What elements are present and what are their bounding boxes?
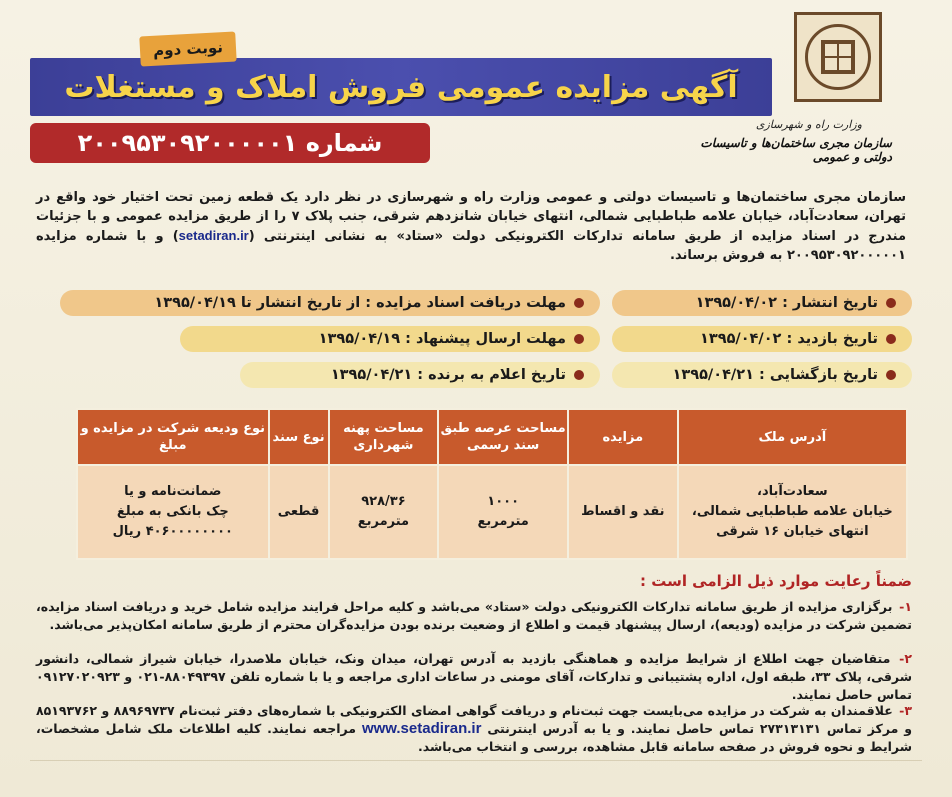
bullet-icon — [574, 370, 584, 380]
address-line: خیابان علامه طباطبایی شمالی، — [691, 504, 893, 519]
col-zone-area: مساحت پهنه شهرداری — [329, 409, 439, 465]
note-number: ۱- — [899, 599, 912, 614]
zone-unit: مترمربع — [357, 514, 410, 529]
note-text-end: مراجعه نمایند. کلیه اطلاعات ملک شامل مشخصات، شرایط و نحوه فروش در صفحه سامانه قابل مشاهده، بررسی و انتخاب می‌باشد. — [36, 721, 912, 754]
intro-org: سازمان مجری ساختمان‌ها و تاسیسات دولتی و عمومی وزارت راه و شهرسازی — [387, 190, 906, 205]
page-title: آگهی مزایده عمومی فروش املاک و مستغلات — [64, 69, 738, 105]
divider — [30, 760, 922, 761]
date-winner — [240, 362, 600, 388]
date-publish-text: تاریخ انتشار : ۱۳۹۵/۰۴/۰۲ — [695, 295, 878, 311]
bullet-icon — [886, 370, 896, 380]
note-text: برگزاری مزایده از طریق سامانه تدارکات الکترونیکی دولت «ستاد» می‌باشد و کلیه مراحل فرایند مزایده شامل خرید و دریافت اسناد مزایده، تضمین شرکت در مزایده (ودیعه)، ارسال پیشنهاد قیمت و اطلاع از وضعیت برنده بودن مزایده‌گران محترم از طریق سامانه امکان‌پذیر می‌باشد. — [36, 599, 912, 632]
zone-value: ۹۲۸/۳۶ — [361, 494, 406, 509]
ministry-logo — [794, 12, 882, 102]
bullet-icon — [886, 334, 896, 344]
cell-zone-area — [329, 465, 439, 559]
bullet-icon — [886, 298, 896, 308]
property-table — [76, 408, 908, 560]
intro-end: ) و با شماره مزایده ۲۰۰۹۵۳۰۹۲۰۰۰۰۰۱ به فروش برساند. — [36, 229, 906, 263]
note-1 — [36, 598, 912, 634]
organization-name: سازمان مجری ساختمان‌ها و تاسیسات دولتی و عمومی — [700, 136, 892, 164]
date-visit-text: تاریخ بازدید : ۱۳۹۵/۰۴/۰۲ — [700, 331, 878, 347]
deposit-amount: ۴۰۶۰۰۰۰۰۰۰۰ ریال — [112, 524, 233, 539]
deposit-line: ضمانت‌نامه و یا — [124, 484, 222, 499]
cell-area — [438, 465, 568, 559]
deposit-line: چک بانکی به مبلغ — [116, 504, 229, 519]
cell-deed: قطعی — [269, 465, 329, 559]
date-publish — [612, 290, 912, 316]
note-3 — [36, 702, 912, 756]
note-text: علاقمندان به شرکت در مزایده می‌بایست جهت ثبت‌نام و دریافت گواهی امضای الکترونیکی با شماره‌های دفتر ثبت‌نام ۸۸۹۶۹۷۳۷ و ۸۵۱۹۳۷۶۲ و مرکز تماس ۲۷۳۱۳۱۳۱ تماس حاصل نمایند. و یا به آدرس اینترنتی — [36, 703, 912, 736]
col-auction: مزایده — [568, 409, 678, 465]
area-value: ۱۰۰۰ — [487, 494, 520, 509]
date-opening-text: تاریخ بازگشایی : ۱۳۹۵/۰۴/۲۱ — [672, 367, 878, 383]
date-opening — [612, 362, 912, 388]
table-header-row — [77, 409, 907, 465]
intro-body: در نظر دارد یک قطعه زمین تحت اختیار خود واقع در تهران، سعادت‌آباد، خیابان علامه طباطبایی شمالی، انتهای خیابان شانزدهم شرقی، جنب پلاک ۷ را از طریق مزایده عمومی و با جزئیات مندرج در اسناد مزایده از طریق سامانه تدارکات الکترونیکی دولت «ستاد» به نشانی اینترنتی ( — [36, 190, 906, 244]
date-receive — [60, 290, 600, 316]
table-row — [77, 465, 907, 559]
note-number: ۳- — [899, 703, 912, 718]
bullet-icon — [574, 334, 584, 344]
logo-circle — [805, 24, 871, 90]
logo-grid-icon — [821, 40, 855, 74]
date-receive-text: مهلت دریافت اسناد مزایده : از تاریخ انتشار تا ۱۳۹۵/۰۴/۱۹ — [154, 295, 566, 311]
address-line: سعادت‌آباد، — [757, 484, 828, 499]
area-unit: مترمربع — [477, 514, 529, 529]
note-2 — [36, 650, 912, 704]
cell-address — [678, 465, 907, 559]
ministry-name: وزارت راه و شهرسازی — [755, 118, 862, 131]
col-area: مساحت عرصه طبق سند رسمی — [438, 409, 568, 465]
intro-paragraph — [36, 188, 906, 265]
note-text: متقاضیان جهت اطلاع از شرایط مزایده و هماهنگی بازدید به آدرس تهران، میدان ونک، خیابان ملاصدرا، خیابان شیراز شمالی، دانشور شرقی، پلاک ۳۳، طبقه اول، اداره پشتیبانی و تدارکات، آقای مومنی در ساعات اداری مراجعه و یا با شماره تلفن ۸۸۰۴۹۳۹۷-۰۲۱ و ۰۹۱۲۷۰۲۰۹۲۳ تماس حاصل نمایند. — [36, 651, 912, 702]
date-winner-text: تاریخ اعلام به برنده : ۱۳۹۵/۰۴/۲۱ — [330, 367, 566, 383]
intro-website-link[interactable]: setadiran.ir — [178, 228, 249, 243]
title-banner — [30, 58, 772, 116]
address-line: انتهای خیابان ۱۶ شرقی — [716, 524, 869, 539]
note-number: ۲- — [899, 651, 912, 666]
col-deed: نوع سند — [269, 409, 329, 465]
col-address: آدرس ملک — [678, 409, 907, 465]
bullet-icon — [574, 298, 584, 308]
notes-title: ضمناً رعایت موارد ذیل الزامی است : — [639, 572, 912, 590]
col-deposit: نوع ودیعه شرکت در مزایده و مبلغ — [77, 409, 269, 465]
date-submit-text: مهلت ارسال پیشنهاد : ۱۳۹۵/۰۴/۱۹ — [318, 331, 566, 347]
cell-deposit — [77, 465, 269, 559]
auction-number-bar: شماره ۲۰۰۹۵۳۰۹۲۰۰۰۰۰۱ — [30, 123, 430, 163]
website-link[interactable]: www.setadiran.ir — [361, 720, 482, 737]
cell-auction: نقد و اقساط — [568, 465, 678, 559]
date-submit — [180, 326, 600, 352]
second-notice-badge: نوبت دوم — [139, 32, 236, 67]
date-visit — [612, 326, 912, 352]
